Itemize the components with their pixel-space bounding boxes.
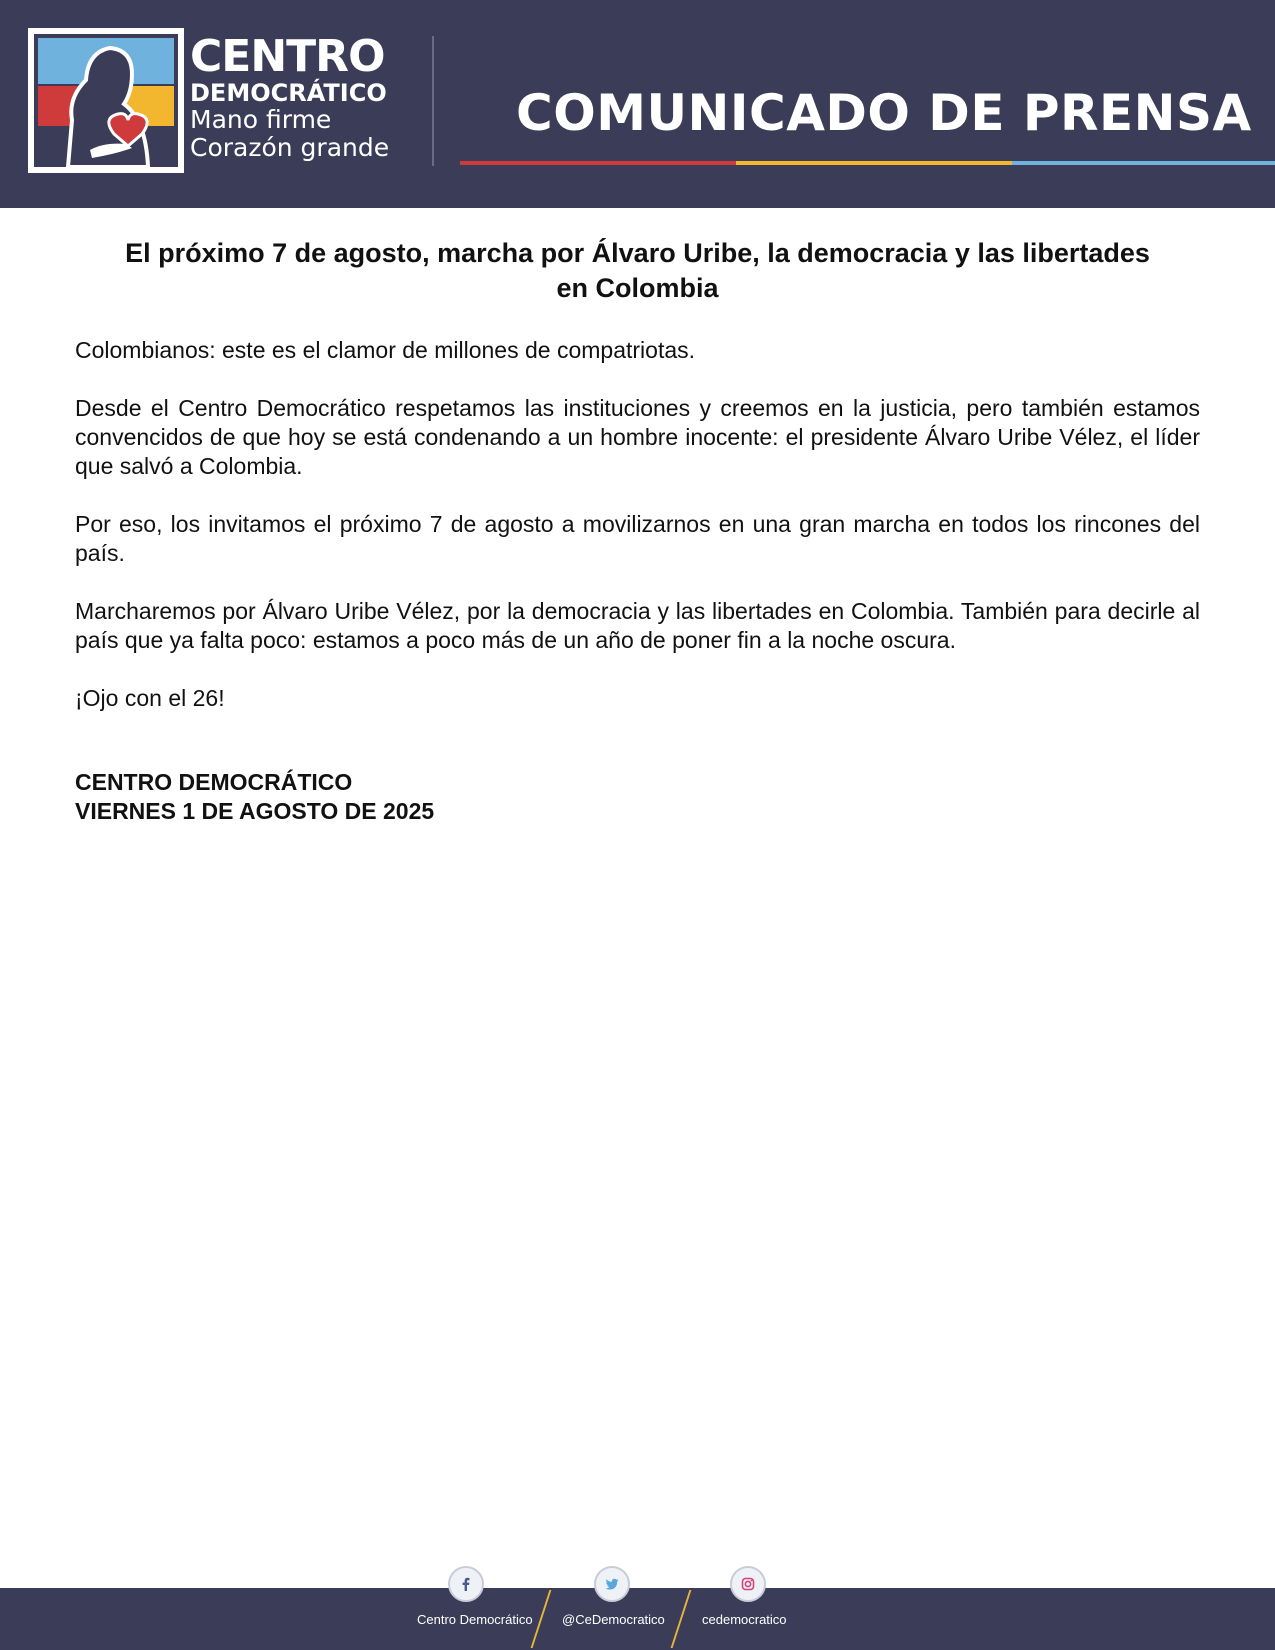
instagram-icon[interactable] (730, 1566, 766, 1602)
logo-slogan-1: Mano firme (190, 105, 332, 134)
social-label[interactable]: cedemocratico (702, 1612, 787, 1627)
header-banner (0, 0, 1275, 208)
social-label[interactable]: @CeDemocratico (562, 1612, 665, 1627)
logo-line-centro: CENTRO (190, 31, 385, 82)
party-logo (28, 28, 184, 173)
paragraph: Marcharemos por Álvaro Uribe Vélez, por la democracia y las libertades en Colombia. También para decirle al país que ya falta poco: estamos a poco más de un año de poner fin a la noche oscura. (75, 598, 1200, 653)
stripe-blue (1012, 161, 1275, 165)
document-title-line1: El próximo 7 de agosto, marcha por Álvaro Uribe, la democracia y las libertades (125, 238, 1150, 268)
document-title (75, 236, 1200, 306)
document-title-line2: en Colombia (556, 273, 719, 303)
twitter-icon[interactable] (594, 1566, 630, 1602)
document-body (75, 336, 1200, 742)
paragraph: Por eso, los invitamos el próximo 7 de agosto a movilizarnos en una gran marcha en todos los rincones del país. (75, 511, 1200, 566)
paragraph: Desde el Centro Democrático respetamos las instituciones y creemos en la justicia, pero también estamos convencidos de que hoy se está condenando a un hombre inocente: el presidente Álvaro Uribe Vélez, el líder que salvó a Colombia. (75, 395, 1200, 479)
signature-date: VIERNES 1 DE AGOSTO DE 2025 (75, 798, 435, 824)
social-facebook[interactable] (408, 1566, 568, 1650)
stripe-red (460, 161, 736, 165)
header-divider (432, 36, 434, 166)
logo-slogan-2: Corazón grande (190, 133, 390, 162)
stripe-yellow (736, 161, 1012, 165)
party-logo-icon (28, 28, 184, 173)
social-twitter[interactable] (560, 1566, 720, 1650)
facebook-icon[interactable] (448, 1566, 484, 1602)
social-label[interactable]: Centro Democrático (417, 1612, 533, 1627)
social-instagram[interactable] (700, 1566, 860, 1650)
logo-wordmark (190, 31, 390, 162)
paragraph: ¡Ojo con el 26! (75, 685, 225, 711)
paragraph: Colombianos: este es el clamor de millones de compatriotas. (75, 337, 696, 363)
press-release-title: COMUNICADO DE PRENSA (516, 84, 1252, 142)
signature-org: CENTRO DEMOCRÁTICO (75, 769, 353, 795)
signature-block (75, 768, 434, 826)
logo-line-democratico: DEMOCRÁTICO (190, 79, 387, 107)
